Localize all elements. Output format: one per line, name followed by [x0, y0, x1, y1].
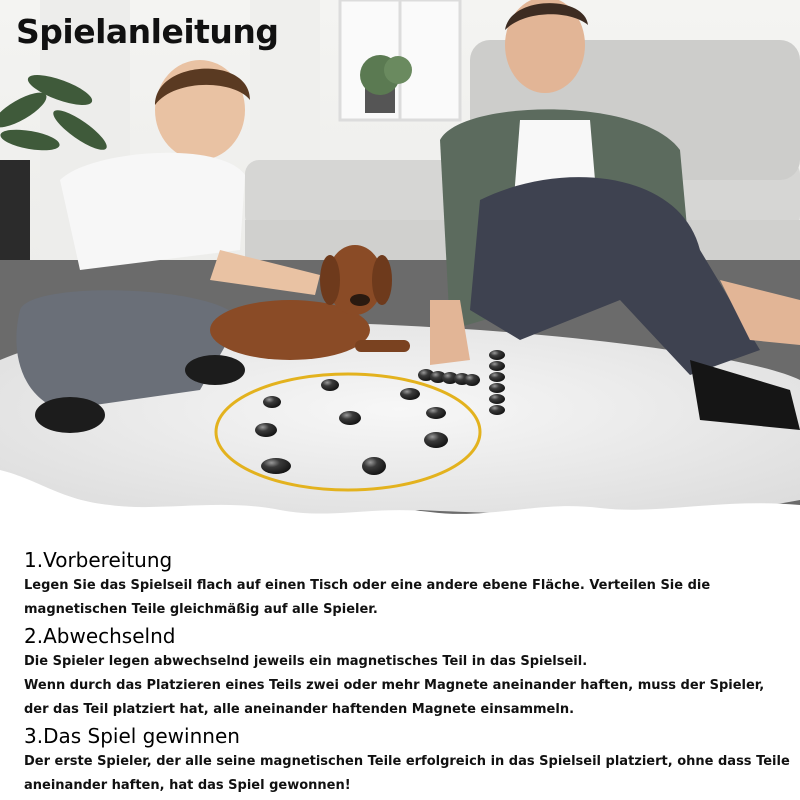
- section-text: Die Spieler legen abwechselnd jeweils ein magnetisches Teil in das Spielseil.: [24, 654, 588, 669]
- section-preparation: [24, 546, 790, 622]
- section-alternating: [24, 622, 790, 722]
- section-text: Der erste Spieler, der alle seine magnetischen Teile erfolgreich in das Spielseil platziert, ohne dass Teile aneinander haften, hat das Spiel gewonnen!: [24, 754, 790, 793]
- section-heading: 3.Das Spiel gewinnen: [24, 724, 240, 748]
- instructions: [24, 546, 790, 798]
- section-text: Wenn durch das Platzieren eines Teils zwei oder mehr Magnete aneinander haften, muss der Spieler, der das Teil platziert hat, alle aneinander haftenden Magnete einsammeln.: [24, 678, 765, 717]
- page-title: Spielanleitung: [16, 12, 279, 51]
- section-heading: 2.Abwechselnd: [24, 624, 176, 648]
- section-text: Legen Sie das Spielseil flach auf einen Tisch oder eine andere ebene Fläche. Verteilen Sie die magnetischen Teile gleichmäßig auf alle Spieler.: [24, 578, 711, 617]
- section-heading: 1.Vorbereitung: [24, 548, 173, 572]
- section-winning: [24, 722, 790, 798]
